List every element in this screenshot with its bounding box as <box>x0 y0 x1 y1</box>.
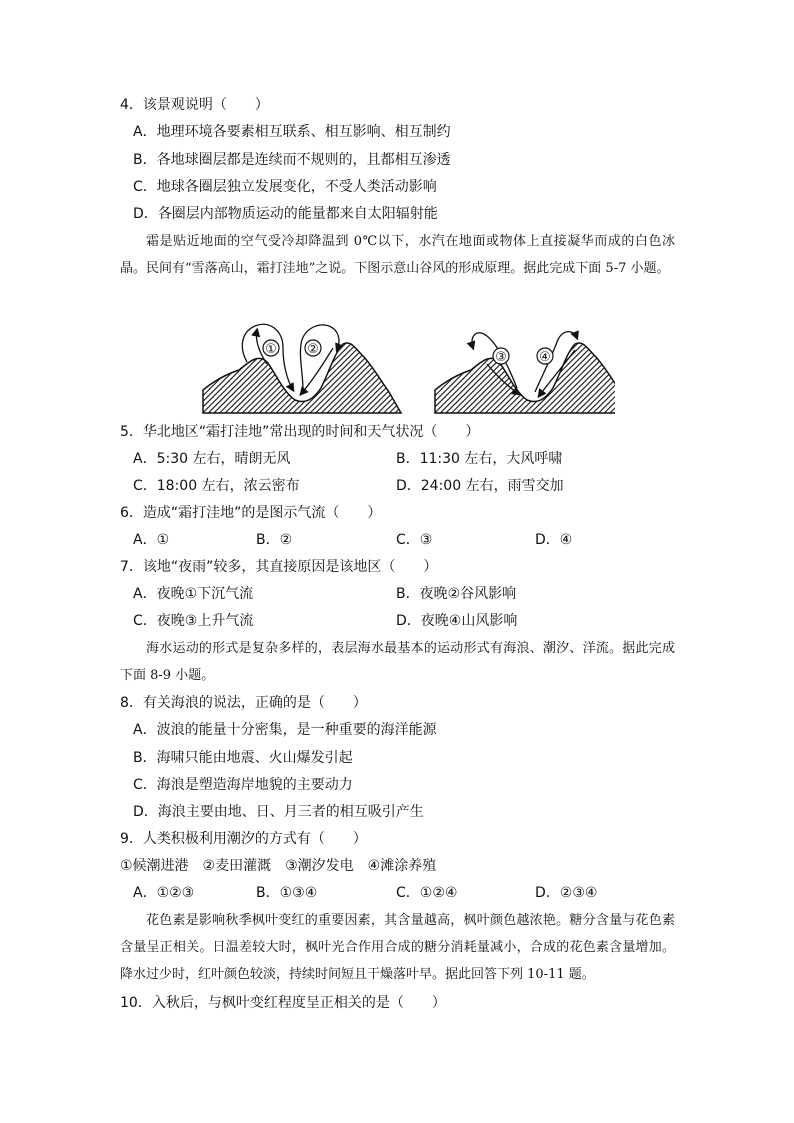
label-3: ③ <box>495 350 507 365</box>
q5-stem: 5．华北地区“霜打洼地”常出现的时间和天气状况（ ） <box>120 424 480 440</box>
q4-option-a: A．地理环境各要素相互联系、相互影响、相互制约 <box>133 124 451 140</box>
q4-option-b: B．各地球圈层都是连续而不规则的，且都相互渗透 <box>133 152 451 168</box>
q8-option-d: D．海浪主要由地、日、月三者的相互吸引产生 <box>133 804 424 820</box>
passage-ocean: 海水运动的形式是复杂多样的，表层海水最基本的运动形式有海浪、潮汐、洋流。据此完成下面 8-9 小题。 <box>120 641 675 683</box>
label-4: ④ <box>539 350 551 365</box>
q4-option-d: D．各圈层内部物质运动的能量都来自太阳辐射能 <box>133 206 438 222</box>
q5-option-d: D．24:00 左右，雨雪交加 <box>396 478 564 494</box>
valley-wind-diagram <box>195 318 615 416</box>
q9-items: ①候潮进港 ②麦田灌溉 ③潮汐发电 ④滩涂养殖 <box>120 858 437 874</box>
q4-stem: 4．该景观说明（ ） <box>120 97 269 113</box>
right-terrain <box>435 343 615 413</box>
q9-stem: 9．人类积极利用潮汐的方式有（ ） <box>120 831 367 847</box>
q6-option-d: D．④ <box>535 532 573 548</box>
passage-maple: 花色素是影响秋季枫叶变红的重要因素，其含量越高，枫叶颜色越浓艳。糖分含量与花色素含量呈正相关。日温差较大时，枫叶光合作用合成的糖分消耗量减小，合成的花色素含量增加。降水过少时，红叶颜色较淡，持续时间短且干燥落叶早。据此回答下列 10-11 题。 <box>120 913 675 982</box>
valley-wind-figure <box>195 318 615 416</box>
q9-option-a: A．①②③ <box>133 885 195 901</box>
q6-option-c: C．③ <box>396 532 433 548</box>
q8-option-b: B．海啸只能由地震、火山爆发引起 <box>133 750 353 766</box>
label-2: ② <box>307 342 319 357</box>
q8-stem: 8．有关海浪的说法，正确的是（ ） <box>120 695 367 711</box>
q6-stem: 6．造成“霜打洼地”的是图示气流（ ） <box>120 505 382 521</box>
passage-frost: 霜是贴近地面的空气受冷却降温到 0℃以下，水汽在地面或物体上直接凝华而成的白色冰晶。民间有“雪落高山，霜打洼地”之说。下图示意山谷风的形成原理。据此完成下面 5-7 小题。 <box>120 234 675 276</box>
q7-option-b: B．夜晚②谷风影响 <box>396 586 517 602</box>
q5-option-b: B．11:30 左右，大风呼啸 <box>396 451 563 467</box>
q5-option-a: A．5:30 左右，晴朗无风 <box>133 451 291 467</box>
q8-option-c: C．海浪是塑造海岸地貌的主要动力 <box>133 777 353 793</box>
q7-option-d: D．夜晚④山风影响 <box>396 613 518 629</box>
q6-option-b: B．② <box>256 532 293 548</box>
q7-stem: 7．该地“夜雨”较多，其直接原因是该地区（ ） <box>120 559 438 575</box>
right-valley-diagram <box>435 332 615 413</box>
left-valley-diagram <box>203 324 401 413</box>
q9-option-b: B．①③④ <box>256 885 318 901</box>
q7-option-c: C．夜晚③上升气流 <box>133 613 254 629</box>
q5-option-c: C．18:00 左右，浓云密布 <box>133 478 300 494</box>
q7-option-a: A．夜晚①下沉气流 <box>133 586 254 602</box>
q10-stem: 10．入秋后，与枫叶变红程度呈正相关的是（ ） <box>120 995 446 1011</box>
q8-option-a: A．波浪的能量十分密集，是一种重要的海洋能源 <box>133 722 437 738</box>
q9-option-c: C．①②④ <box>396 885 458 901</box>
q9-option-d: D．②③④ <box>535 885 598 901</box>
label-1: ① <box>265 342 277 357</box>
q4-option-c: C．地球各圈层独立发展变化，不受人类活动影响 <box>133 179 437 195</box>
q6-option-a: A．① <box>133 532 170 548</box>
